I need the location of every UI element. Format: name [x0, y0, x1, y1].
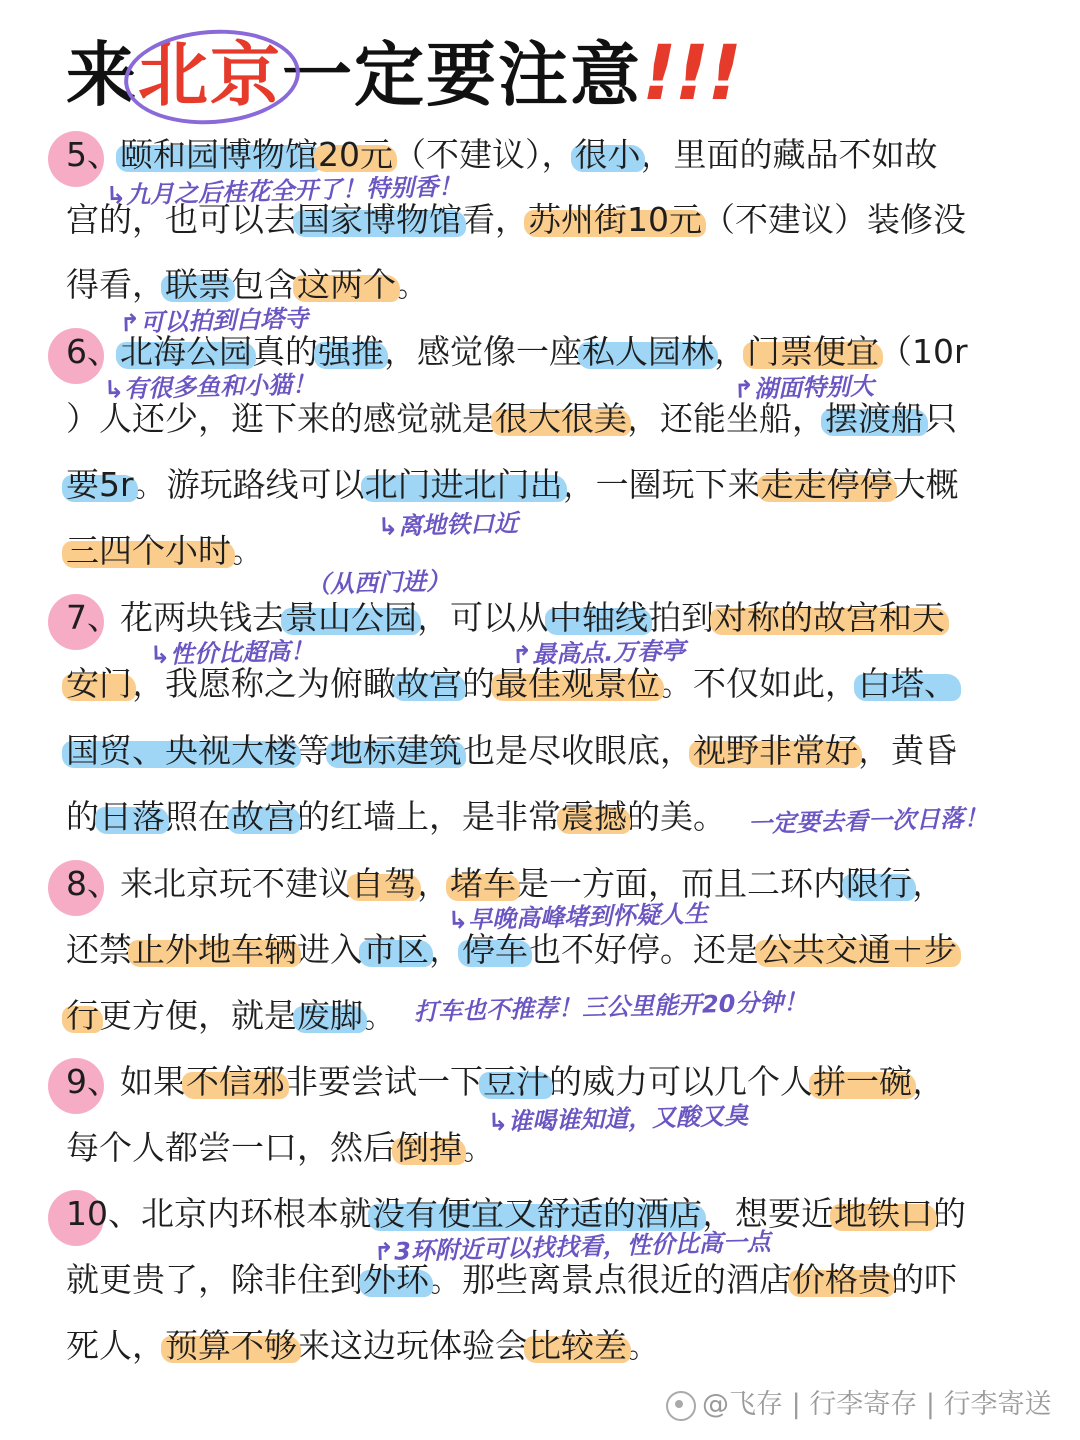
text-line — [66, 793, 726, 841]
footer-text: @飞存 | 行李寄存 | 行李寄送 — [702, 1389, 1052, 1420]
body-text: 还禁 — [66, 930, 132, 969]
highlight-blue: 景山公园 — [285, 598, 417, 637]
title-part-1: 来 — [66, 34, 138, 116]
handwritten-note: ↳谁喝谁知道，又酸又臭 — [487, 1101, 749, 1137]
text-line — [66, 131, 938, 179]
body-text: （不建议）装修没 — [702, 200, 966, 239]
highlight-orange: 20元 — [318, 135, 393, 174]
highlight-blue: 豆汁 — [483, 1062, 549, 1101]
highlight-orange: 价格贵 — [792, 1260, 891, 1299]
highlight-orange: 自驾 — [351, 864, 417, 903]
highlight-blue: 中轴线 — [549, 598, 648, 637]
body-text: ，我愿称之为俯瞰 — [132, 664, 396, 703]
highlight-orange: 预算不够 — [165, 1326, 297, 1365]
body-text: 照在 — [165, 797, 231, 836]
body-text: 就更贵了，除非住到 — [66, 1260, 363, 1299]
body-text: 宫的，也可以去 — [66, 200, 297, 239]
title-exclamation: !!! — [642, 28, 740, 117]
body-text: ，黄昏 — [858, 731, 957, 770]
body-text: 真的 — [252, 332, 318, 371]
body-text: 的红墙上，是非常 — [297, 797, 561, 836]
body-text: 来这边玩体验会 — [297, 1326, 528, 1365]
body-text: ，里面的藏品不如故 — [640, 135, 938, 174]
body-text: 的 — [462, 664, 495, 703]
footer-logo-icon — [666, 1391, 696, 1421]
body-text: 。 — [627, 1326, 660, 1365]
text-line — [66, 461, 959, 509]
page-title — [66, 18, 740, 128]
body-text: 花两块钱去 — [120, 598, 285, 637]
handwritten-note: ↳离地铁口近 — [377, 509, 519, 541]
highlight-orange: 堵车 — [450, 864, 516, 903]
body-text: 每个人都尝一口，然后 — [66, 1128, 396, 1167]
highlight-orange: 公共交通＋步 — [759, 930, 957, 969]
highlight-blue: 故宫 — [396, 664, 462, 703]
highlight-blue: 强推 — [318, 332, 384, 371]
body-text: 。游玩路线可以 — [133, 465, 365, 504]
body-text: 。 — [363, 996, 396, 1035]
handwritten-note: 一定要去看一次日落！ — [747, 803, 989, 839]
body-text: 非要尝试一下 — [285, 1062, 483, 1101]
highlight-orange: 很大很美 — [495, 399, 627, 438]
body-text: 包含 — [231, 265, 297, 304]
body-text: 看， — [462, 200, 528, 239]
item-number: 6、 — [66, 332, 120, 371]
text-line — [66, 1058, 945, 1106]
body-text: 进入 — [297, 930, 363, 969]
handwritten-note: ↱3环附近可以找找看，性价比高一点 — [373, 1227, 772, 1267]
highlight-blue: 外环 — [363, 1260, 429, 1299]
watermark-footer — [666, 1388, 1052, 1422]
text-line — [66, 926, 957, 974]
handwritten-note: ↱湖面特别大 — [733, 372, 875, 404]
body-text: 也不好停。还是 — [528, 930, 759, 969]
highlight-blue: 私人园林 — [582, 332, 714, 371]
highlight-blue: 联票 — [165, 265, 231, 304]
handwritten-note: 打车也不推荐！三公里能开20分钟！ — [413, 987, 808, 1027]
text-line — [66, 527, 264, 575]
highlight-orange: 门票便宜 — [747, 332, 879, 371]
body-text: 的 — [66, 797, 99, 836]
handwritten-note: ↳九月之后桂花全开了！特别香！ — [105, 172, 463, 210]
highlight-blue: 故宫 — [231, 797, 297, 836]
item-number: 5、 — [66, 135, 120, 174]
text-line — [66, 1322, 660, 1370]
body-text: 得看， — [66, 265, 165, 304]
highlight-orange: 三四个小时 — [66, 531, 231, 570]
highlight-orange: 倒掉 — [396, 1128, 462, 1167]
body-text: 的威力可以几个人 — [549, 1062, 813, 1101]
highlight-blue: 限行 — [846, 864, 912, 903]
body-text: （10r — [879, 332, 968, 371]
highlight-orange: 安门 — [66, 664, 132, 703]
highlight-blue: 废脚 — [297, 996, 363, 1035]
text-line — [66, 1190, 966, 1238]
body-text: ，可以从 — [417, 598, 549, 637]
highlight-blue: 颐和园博物馆 — [120, 135, 318, 174]
highlight-orange: 震撼 — [561, 797, 627, 836]
highlight-orange: 这两个 — [297, 265, 396, 304]
body-text: 。 — [231, 531, 264, 570]
body-text: 等 — [297, 731, 330, 770]
handwritten-note: ↱可以拍到白塔寺 — [119, 304, 309, 338]
body-text: 更方便，就是 — [99, 996, 297, 1035]
text-line — [66, 860, 945, 908]
highlight-orange: 苏州街10元 — [528, 200, 702, 239]
text-line — [66, 1124, 495, 1172]
body-text: 死人， — [66, 1326, 165, 1365]
body-text: 的美。 — [627, 797, 726, 836]
body-text: 是一方面，而且二环内 — [516, 864, 846, 903]
highlight-orange: 最佳观景位 — [495, 664, 660, 703]
body-text: 的 — [933, 1194, 966, 1233]
text-line — [66, 594, 945, 642]
highlight-orange: 对称的故宫和天 — [714, 598, 945, 637]
item-number: 8、 — [66, 864, 120, 903]
highlight-blue: 北门进北门出 — [364, 465, 563, 504]
highlight-blue: 日落 — [99, 797, 165, 836]
body-text: 。 — [462, 1128, 495, 1167]
body-text: 大概 — [892, 465, 959, 504]
title-part-2: 一定要注意 — [282, 34, 642, 116]
highlight-blue: 市区 — [363, 930, 429, 969]
highlight-blue: 地标建筑 — [330, 731, 462, 770]
item-number: 7、 — [66, 598, 120, 637]
body-text: ，一圈玩下来 — [562, 465, 761, 504]
body-text: 也是尽收眼底， — [462, 731, 693, 770]
body-text: ， — [714, 332, 747, 371]
highlight-orange: 止外地车辆 — [132, 930, 297, 969]
text-line — [66, 328, 968, 376]
body-text: 如果 — [120, 1062, 186, 1101]
highlight-blue: 北海公园 — [120, 332, 252, 371]
highlight-orange: 走走停停 — [760, 465, 893, 504]
highlight-blue: 白塔、 — [858, 664, 957, 703]
body-text: ，想要近 — [702, 1194, 834, 1233]
body-text: （不建议）， — [393, 135, 575, 174]
highlight-blue: 很小 — [574, 135, 641, 174]
body-text: 。那些离景点很近的酒店 — [429, 1260, 792, 1299]
highlight-blue: 停车 — [462, 930, 528, 969]
body-text: 只 — [924, 399, 957, 438]
item-number: 9、 — [66, 1062, 120, 1101]
handwritten-note: ↱最高点.万春亭 — [511, 636, 686, 670]
highlight-orange: 行 — [66, 996, 99, 1035]
text-line — [66, 992, 396, 1040]
body-text: ，感觉像一座 — [384, 332, 582, 371]
highlight-orange: 拼一碗 — [813, 1062, 912, 1101]
highlight-orange: 地铁口 — [834, 1194, 933, 1233]
handwritten-note: ↳有很多鱼和小猫！ — [103, 370, 317, 404]
text-line — [66, 261, 429, 309]
body-text: 。不仅如此， — [660, 664, 858, 703]
body-text: ， — [429, 930, 462, 969]
highlight-blue: 要5r — [66, 465, 134, 504]
body-text: 。 — [396, 265, 429, 304]
highlight-orange: 不信邪 — [186, 1062, 285, 1101]
body-text: ，还能坐船， — [627, 399, 825, 438]
handwritten-note: ↳早晚高峰堵到怀疑人生 — [447, 899, 709, 935]
text-line — [66, 727, 957, 775]
body-text: 来北京玩不建议 — [120, 864, 351, 903]
body-text: 拍到 — [648, 598, 714, 637]
body-text: 的吓 — [891, 1260, 957, 1299]
item-number: 10、 — [66, 1194, 141, 1233]
highlight-blue: 国家博物馆 — [297, 200, 462, 239]
highlight-blue: 国贸、央视大楼 — [66, 731, 297, 770]
highlight-orange: 视野非常好 — [693, 731, 858, 770]
highlight-blue: 摆渡船 — [825, 399, 924, 438]
body-text: ， — [417, 864, 450, 903]
body-text: ， — [912, 1062, 945, 1101]
body-text: ， — [912, 864, 945, 903]
handwritten-note: ↳性价比超高！ — [149, 636, 315, 670]
body-text: 北京内环根本就 — [141, 1194, 372, 1233]
highlight-orange: 比较差 — [528, 1326, 627, 1365]
handwritten-note: （从西门进） — [305, 567, 451, 599]
body-text: ）人还少，逛下来的感觉就是 — [66, 399, 495, 438]
highlight-blue: 没有便宜又舒适的酒店 — [372, 1194, 702, 1233]
title-highlight-beijing: 北京 — [138, 20, 282, 130]
